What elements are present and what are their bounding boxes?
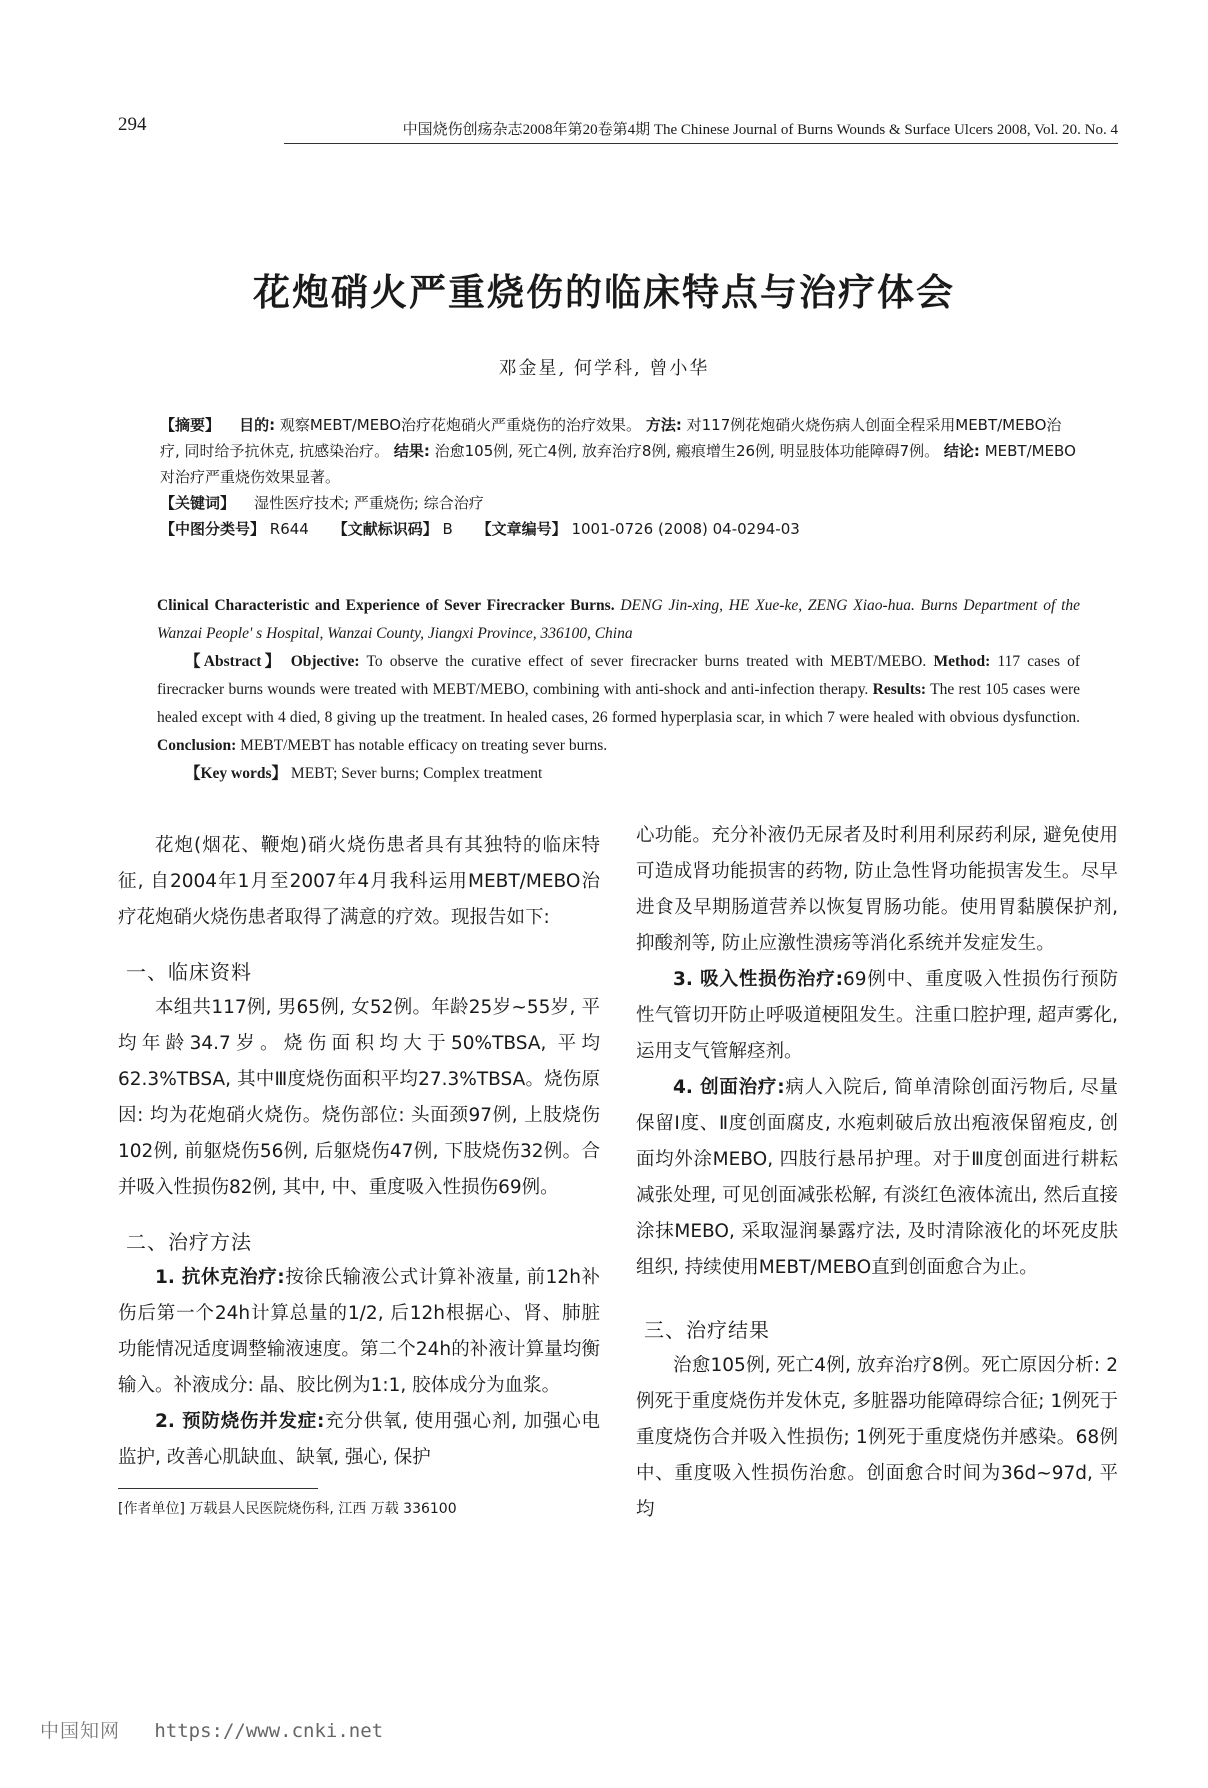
left-column	[118, 828, 600, 1476]
item1-text: 按徐氏输液公式计算补液量, 前12h补伤后第一个24h计算总量的1/2, 后12h根据心、肾、肺脏功能情况适度调整输液速度。第二个24h的补液计算量均衡输入。补液成分: 晶、胶比例为1:1, 胶体成分为血浆。	[118, 1267, 600, 1396]
en-objective-label: Objective:	[290, 653, 360, 670]
en-authors-affil: DENG Jin-xing, HE Xue-ke, ZENG Xiao-hua. Burns Department of the Wanzai People' s Hospital, Wanzai County, Jiangxi Province, 336100, China	[157, 597, 1081, 642]
method-text: 对117例花炮硝火烧伤病人创面全程采用MEBT/MEBO治疗, 同时给予抗休克, 抗感染治疗。	[160, 416, 1062, 460]
en-keywords-text: MEBT; Sever burns; Complex treatment	[290, 765, 543, 782]
paper-title: 花炮硝火严重烧伤的临床特点与治疗体会	[253, 271, 955, 314]
en-results-text: The rest 105 cases were healed except with 4 died, 8 giving up the treatment. In healed cases, 26 formed hyperplasia scar, in which 7 were healed with obvious dysfunction.	[157, 681, 1081, 726]
en-method-label: Method:	[933, 653, 991, 670]
results-text: 治愈105例, 死亡4例, 放弃治疗8例, 瘢痕增生26例, 明显肢体功能障碍7例。	[434, 442, 940, 460]
author-affiliation-footnote: [作者单位] 万载县人民医院烧伤科, 江西 万载 336100	[118, 1501, 457, 1517]
article-no-value: 1001-0726 (2008) 04-0294-03	[571, 520, 800, 538]
keywords-label: 【关键词】	[160, 494, 236, 512]
en-objective-text: To observe the curative effect of sever firecracker burns treated with MEBT/MEBO.	[366, 653, 927, 670]
en-method-text: 117 cases of firecracker burns wounds were treated with MEBT/MEBO, combining with anti-shock and anti-infection therapy.	[157, 653, 1081, 698]
objective-text: 观察MEBT/MEBO治疗花炮硝火严重烧伤的治疗效果。	[279, 416, 642, 434]
intro-paragraph: 花炮(烟花、鞭炮)硝火烧伤患者具有其独特的临床特征, 自2004年1月至2007年4月我科运用MEBT/MEBO治疗花炮硝火烧伤患者取得了满意的疗效。现报告如下:	[118, 835, 600, 928]
authors: 邓金星, 何学科, 曾小华	[498, 358, 710, 379]
section3-text: 治愈105例, 死亡4例, 放弃治疗8例。死亡原因分析: 2例死于重度烧伤并发休克, 多脏器功能障碍综合征; 1例死于重度烧伤合并吸入性损伤; 1例死于重度烧伤并感染。68例中、重度吸入性损伤治愈。创面愈合时间为36d~97d, 平均	[636, 1355, 1118, 1520]
results-label: 结果:	[393, 442, 430, 460]
item4-label: 4. 创面治疗:	[673, 1077, 785, 1098]
article-no-label: 【文章编号】	[476, 520, 567, 538]
objective-label: 目的:	[239, 416, 276, 434]
continued-text: 心功能。充分补液仍无尿者及时利用利尿药利尿, 避免使用可造成肾功能损害的药物, 防止急性肾功能损害发生。尽早进食及早期肠道营养以恢复胃肠功能。使用胃黏膜保护剂, 抑酸剂等, 防止应激性溃疡等消化系统并发症发生。	[636, 825, 1118, 954]
item1-paragraph	[118, 1260, 600, 1404]
abstract-label: 【摘要】	[160, 416, 221, 434]
english-abstract	[157, 592, 1080, 788]
item3-label: 3. 吸入性损伤治疗:	[673, 969, 843, 990]
item2-label: 2. 预防烧伤并发症:	[155, 1411, 325, 1432]
cnki-url[interactable]: https://www.cnki.net	[154, 1720, 384, 1742]
section1-text: 本组共117例, 男65例, 女52例。年龄25岁~55岁, 平均年龄34.7岁。烧伤面积均大于50%TBSA, 平均62.3%TBSA, 其中Ⅲ度烧伤面积平均27.3%TBSA。烧伤原因: 均为花炮硝火烧伤。烧伤部位: 头面颈97例, 上肢烧伤102例, 前躯烧伤56例, 后躯烧伤47例, 下肢烧伤32例。合并吸入性损伤82例, 其中, 中、重度吸入性损伤69例。	[118, 997, 600, 1198]
cnki-logo: 中国知网	[40, 1720, 121, 1742]
clc-value: R644	[269, 520, 309, 538]
item4-paragraph	[636, 1070, 1118, 1286]
section2-heading: 二、治疗方法	[126, 1230, 252, 1254]
cnki-watermark	[40, 1716, 383, 1743]
conclusion-text: MEBT/MEBO对治疗严重烧伤效果显著。	[160, 442, 1076, 486]
section3-heading: 三、治疗结果	[644, 1318, 770, 1342]
header-rule	[284, 143, 1118, 144]
clc-label: 【中图分类号】	[160, 520, 266, 538]
section1-heading: 一、临床资料	[126, 960, 252, 984]
footnote-rule	[118, 1488, 318, 1489]
page-number: 294	[118, 114, 147, 135]
right-column	[636, 818, 1118, 1528]
running-head: 中国烧伤创疡杂志2008年第20卷第4期 The Chinese Journal of Burns Wounds & Surface Ulcers 2008, Vol. 20. No. 4	[402, 122, 1118, 138]
conclusion-label: 结论:	[943, 442, 980, 460]
en-conclusion-label: Conclusion:	[157, 737, 237, 754]
item3-paragraph	[636, 962, 1118, 1070]
method-label: 方法:	[645, 416, 682, 434]
en-abstract-label: 【Abstract】	[185, 653, 284, 670]
en-conclusion-text: MEBT/MEBT has notable efficacy on treating sever burns.	[240, 737, 608, 754]
item2-text: 充分供氧, 使用强心剂, 加强心电监护, 改善心肌缺血、缺氧, 强心, 保护	[118, 1411, 600, 1468]
en-title: Clinical Characteristic and Experience of Sever Firecracker Burns.	[157, 597, 615, 614]
chinese-abstract	[160, 412, 1080, 542]
item3-text: 69例中、重度吸入性损伤行预防性气管切开防止呼吸道梗阻发生。注重口腔护理, 超声雾化, 运用支气管解痉剂。	[636, 969, 1118, 1062]
en-keywords-label: 【Key words】	[185, 765, 288, 782]
item1-label: 1. 抗休克治疗:	[155, 1267, 285, 1288]
doc-code-value: B	[442, 520, 453, 538]
item4-text: 病人入院后, 简单清除创面污物后, 尽量保留Ⅰ度、Ⅱ度创面腐皮, 水疱刺破后放出疱液保留疱皮, 创面均外涂MEBO, 四肢行悬吊护理。对于Ⅲ度创面进行耕耘减张处理, 可见创面减张松解, 有淡红色液体流出, 然后直接涂抹MEBO, 采取湿润暴露疗法, 及时清除液化的坏死皮肤组织, 持续使用MEBT/MEBO直到创面愈合为止。	[636, 1077, 1118, 1278]
item2-paragraph	[118, 1404, 600, 1476]
keywords-text: 湿性医疗技术; 严重烧伤; 综合治疗	[254, 494, 484, 512]
en-results-label: Results:	[872, 681, 927, 698]
doc-code-label: 【文献标识码】	[332, 520, 438, 538]
